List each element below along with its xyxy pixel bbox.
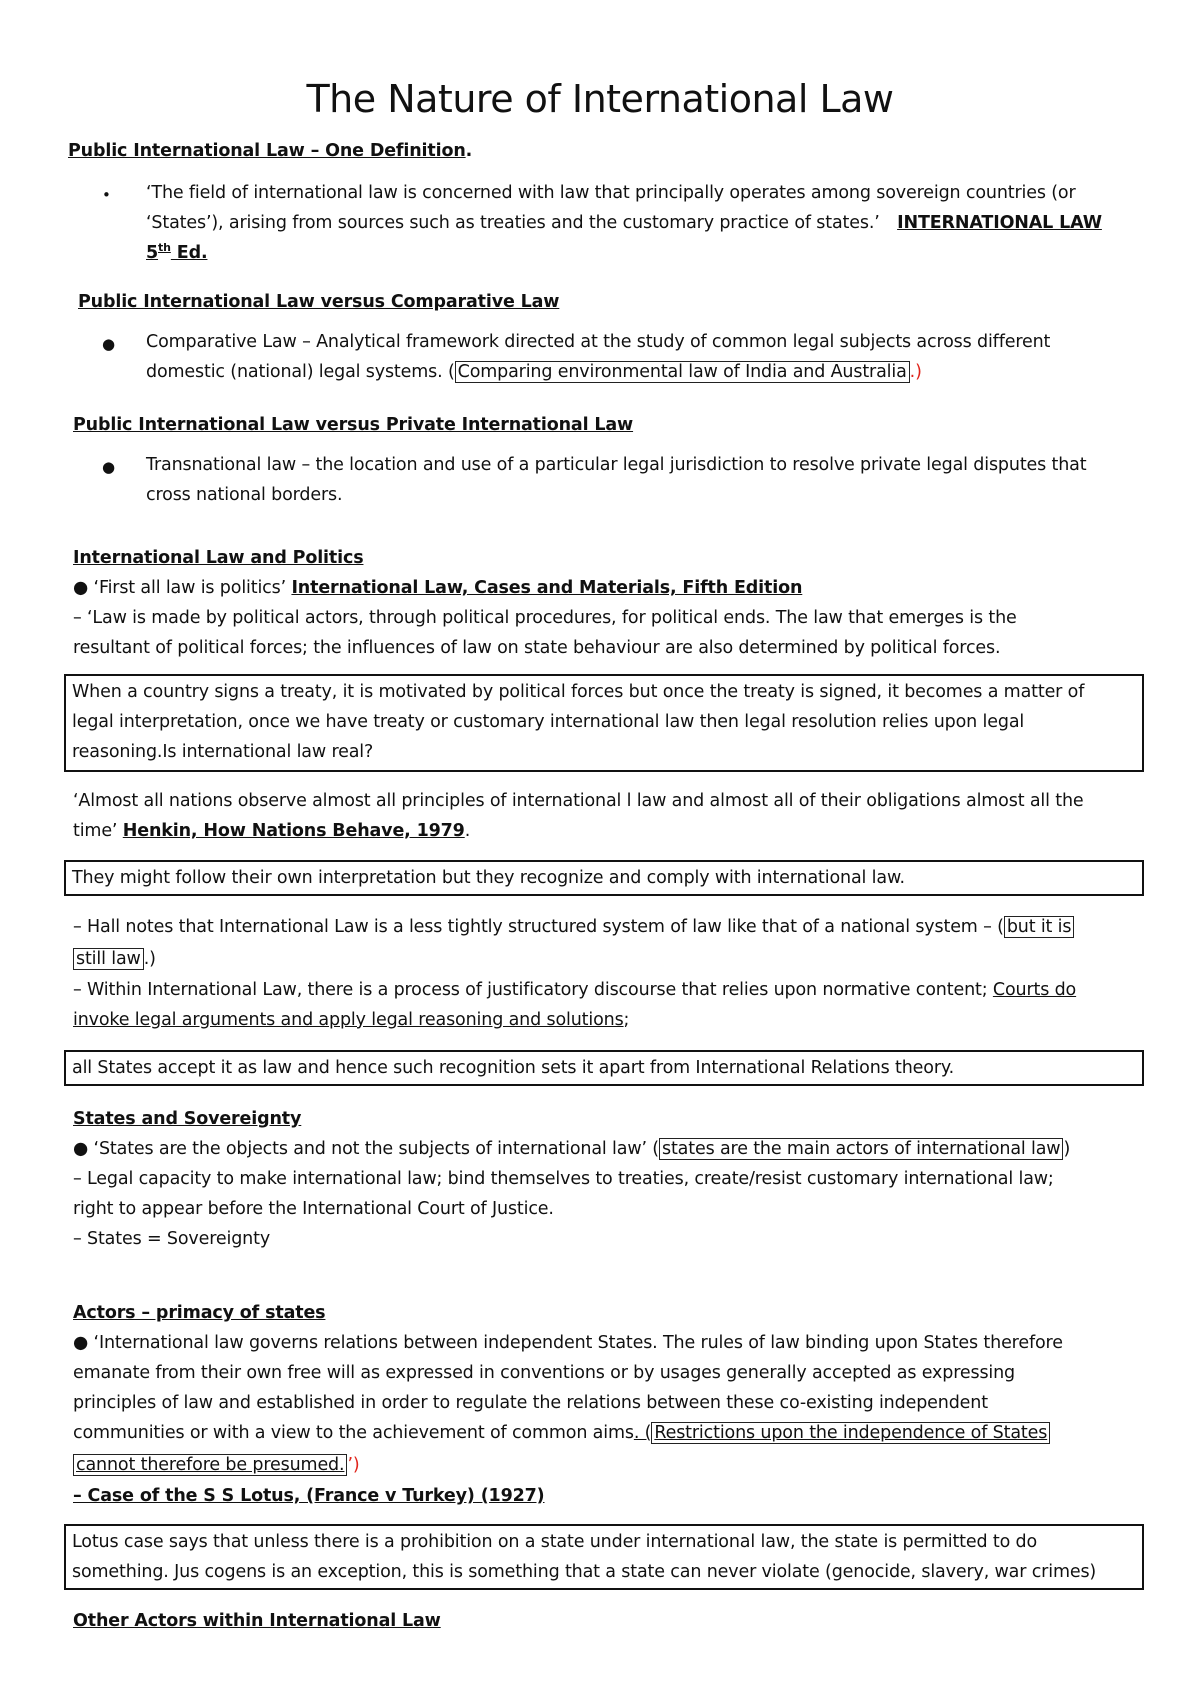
actors-line-1: ● ‘International law governs relations between independent States. The rules of law binding upon States therefore	[73, 1333, 1063, 1353]
note-box-treaty	[64, 674, 1144, 772]
lotus-case-line: – Case of the S S Lotus, (France v Turkey) (1927)	[73, 1486, 545, 1506]
bullet-marker: ●	[102, 458, 115, 476]
section-comparative-heading: Public International Law versus Comparative Law	[78, 292, 560, 312]
note-line: When a country signs a treaty, it is motivated by political forces but once the treaty is signed, it becomes a matter of	[72, 682, 1085, 702]
section-other-actors-heading: Other Actors within International Law	[73, 1611, 441, 1631]
highlight-box: cannot therefore be presumed.	[73, 1454, 347, 1476]
highlight-box: Comparing environmental law of India and Australia	[455, 361, 910, 383]
private-line-1: Transnational law – the location and use of a particular legal jurisdiction to resolve private legal disputes that	[146, 455, 1087, 475]
definition-line-1: ‘The field of international law is concerned with law that principally operates among sovereign countries (or	[146, 183, 1076, 203]
sovereignty-line-2: – Legal capacity to make international law; bind themselves to treaties, create/resist customary international law;	[73, 1169, 1054, 1189]
politics-line-1: ● ‘First all law is politics’ International Law, Cases and Materials, Fifth Edition	[73, 578, 803, 598]
note-line: Lotus case says that unless there is a prohibition on a state under international law, the state is permitted to do	[72, 1532, 1038, 1552]
definition-reference: INTERNATIONAL LAW	[897, 213, 1102, 233]
definition-line-2: ‘States’), arising from sources such as treaties and the customary practice of states.’ INTERNATIONAL LAW	[146, 213, 1102, 233]
actors-line-4: communities or with a view to the achievement of common aims. ( Restrictions upon the independence of States	[73, 1418, 1050, 1448]
henkin-line-1: ‘Almost all nations observe almost all principles of international l law and almost all of their obligations almost all the	[73, 791, 1084, 811]
actors-line-2: emanate from their own free will as expressed in conventions or by usages generally accepted as expressing	[73, 1363, 1016, 1383]
bullet-marker: ●	[102, 335, 115, 353]
note-line: legal interpretation, once we have treaty or customary international law then legal resolution relies upon legal	[72, 712, 1025, 732]
section-private-heading: Public International Law versus Private International Law	[73, 415, 634, 435]
note-box-lotus	[64, 1524, 1144, 1590]
actors-line-5: cannot therefore be presumed. ’)	[73, 1450, 360, 1480]
hall-line-1: – Hall notes that International Law is a less tightly structured system of law like that of a national system – ( but it is	[73, 912, 1074, 942]
within-line-1: – Within International Law, there is a process of justificatory discourse that relies upon normative content; Courts do	[73, 980, 1077, 1000]
comparative-line-1: Comparative Law – Analytical framework directed at the study of common legal subjects across different	[146, 332, 1051, 352]
section-actors-heading: Actors – primacy of states	[73, 1303, 326, 1323]
document-title: The Nature of International Law	[306, 77, 894, 121]
note-line: They might follow their own interpretation but they recognize and comply with international law.	[72, 868, 905, 888]
sovereignty-line-4: – States = Sovereignty	[73, 1229, 271, 1249]
highlight-box: Restrictions upon the independence of States	[651, 1422, 1050, 1444]
sovereignty-line-1: ● ‘States are the objects and not the subjects of international law’ ( states are the main actors of international law )	[73, 1139, 1071, 1159]
comparative-line-2: domestic (national) legal systems. ( Comparing environmental law of India and Australia .)	[146, 362, 922, 382]
politics-reference: International Law, Cases and Materials, Fifth Edition	[291, 578, 803, 598]
note-box-interpretation	[64, 860, 1144, 896]
actors-line-3: principles of law and established in order to regulate the relations between these co-existing independent	[73, 1393, 988, 1413]
section-definition-heading: Public International Law – One Definition.	[68, 141, 473, 161]
definition-reference-edition: 5th Ed.	[146, 241, 208, 263]
highlight-box: still law	[73, 948, 144, 970]
henkin-line-2: time’ Henkin, How Nations Behave, 1979.	[73, 821, 471, 841]
politics-line-3: resultant of political forces; the influences of law on state behaviour are also determined by political forces.	[73, 638, 1001, 658]
sovereignty-line-3: right to appear before the International Court of Justice.	[73, 1199, 554, 1219]
private-line-2: cross national borders.	[146, 485, 343, 505]
note-box-recognition	[64, 1050, 1144, 1086]
section-politics-heading: International Law and Politics	[73, 548, 364, 568]
section-sovereignty-heading: States and Sovereignty	[73, 1109, 302, 1129]
hall-line-2: still law .)	[73, 944, 156, 974]
henkin-reference: Henkin, How Nations Behave, 1979	[122, 821, 465, 841]
highlight-box: states are the main actors of international law	[659, 1138, 1063, 1160]
heading-text: Public International Law – One Definition	[68, 141, 466, 161]
within-line-2: invoke legal arguments and apply legal reasoning and solutions;	[73, 1010, 630, 1030]
politics-line-2: – ‘Law is made by political actors, through political procedures, for political ends. The law that emerges is the	[73, 608, 1017, 628]
bullet-marker: •	[102, 186, 111, 204]
note-line: all States accept it as law and hence such recognition sets it apart from International Relations theory.	[72, 1058, 955, 1078]
note-line: reasoning.Is international law real?	[72, 742, 374, 762]
note-line: something. Jus cogens is an exception, this is something that a state can never violate (genocide, slavery, war crimes)	[72, 1562, 1097, 1582]
highlight-box: but it is	[1004, 916, 1075, 938]
